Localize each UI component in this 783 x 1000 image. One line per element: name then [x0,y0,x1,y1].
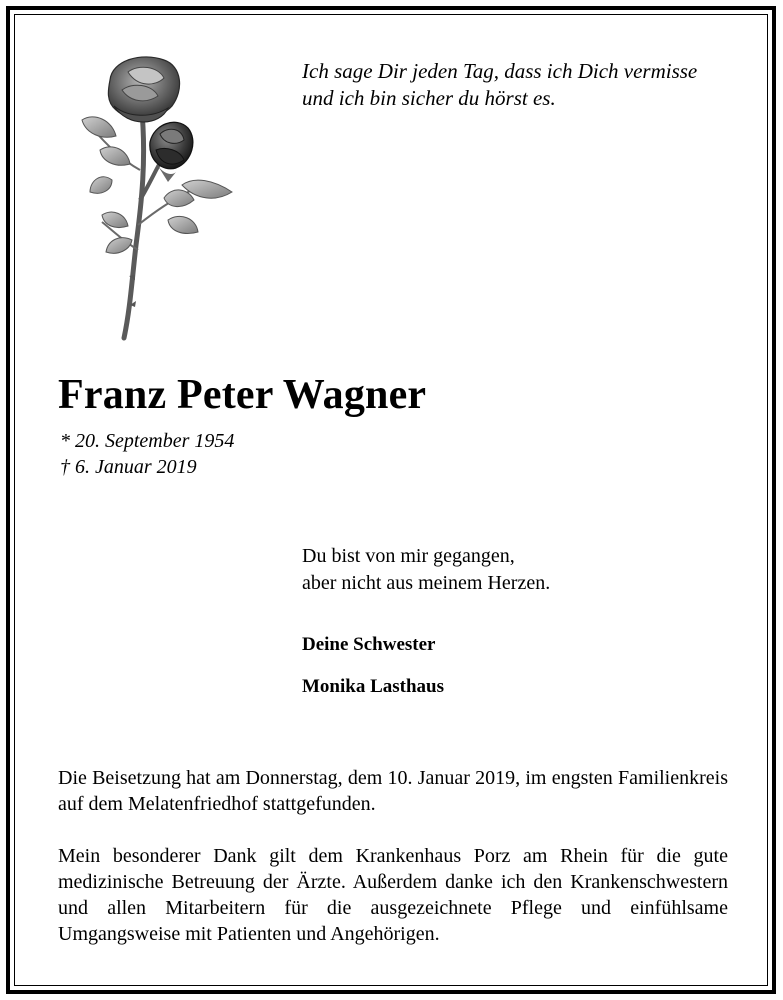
top-quote: Ich sage Dir jeden Tag, dass ich Dich vermisse und ich bin sicher du hörst es. [302,59,698,110]
rose-icon [72,50,237,345]
signature-name: Monika Lasthaus [302,676,445,697]
life-dates [60,428,234,480]
thanks-paragraph: Mein besonderer Dank gilt dem Krankenhaus Porz am Rhein für die gute medizinische Betreuung der Ärzte. Außerdem danke ich den Krankenschwestern und allen Mitarbeitern für die ausgezeichnete Pflege und einfühlsame Umgangsweise mit Patienten und Angehörigen. [58,845,728,945]
birth-date: * 20. September 1954 [60,430,235,452]
burial-notice: Die Beisetzung hat am Donnerstag, dem 10. Januar 2019, im engsten Familienkreis auf dem Melatenfriedhof stattgefunden. [58,767,728,815]
signature-relation: Deine Schwester [302,634,436,655]
death-date: † 6. Januar 2019 [60,456,197,478]
deceased-name: Franz Peter Wagner [58,372,427,418]
middle-quote: Du bist von mir gegangen, aber nicht aus meinem Herzen. [302,545,551,594]
